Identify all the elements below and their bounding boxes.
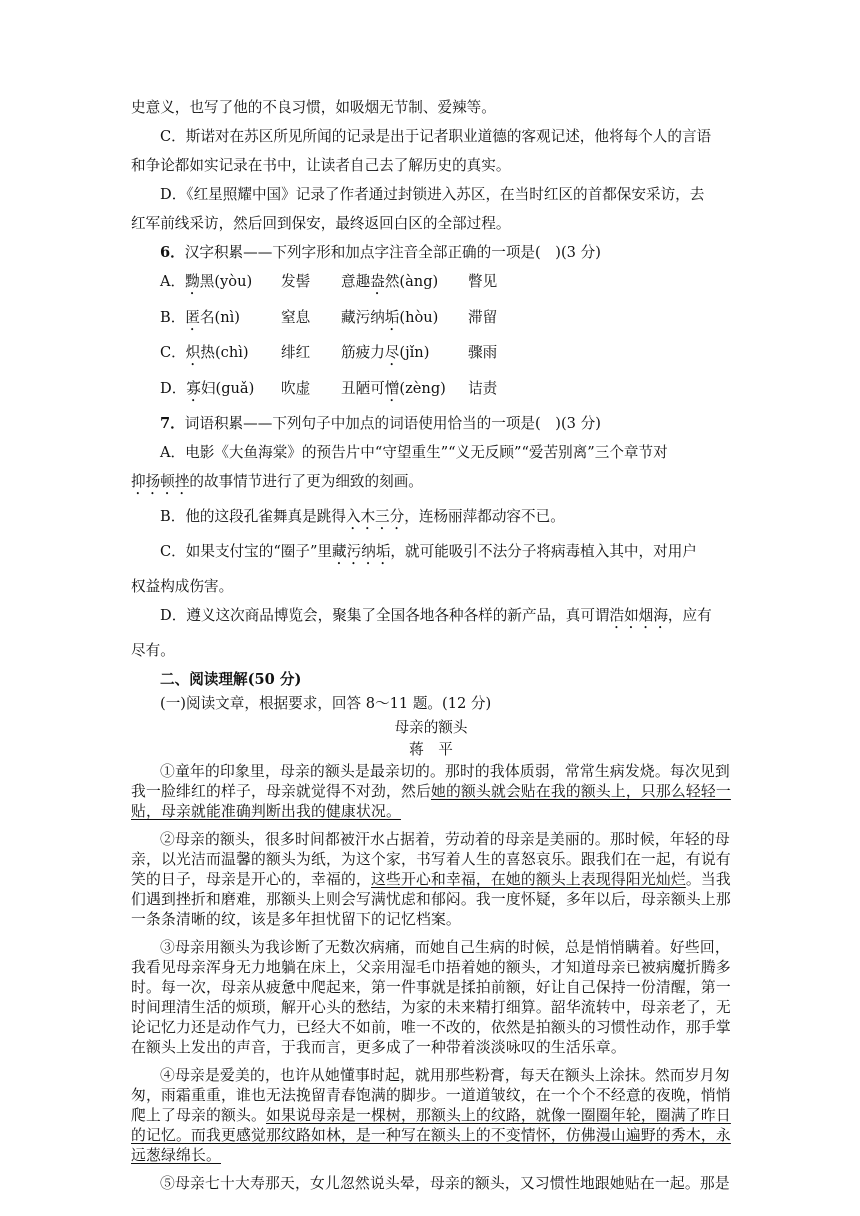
option-d-line1: D．《红星照耀中国》记录了作者通过封锁进入苏区，在当时红区的首都保安采访，去 <box>160 186 705 203</box>
essay-paragraph-1: ①童年的印象里，母亲的额头是最亲切的。那时的我体质弱，常常生病发烧。每次见到我一脸绯红的样子，母亲就觉得不对劲，然后她的额头就会贴在我的额头上，只那么轻轻一贴，母亲就能准确判断出我的健康状况。 <box>131 763 731 820</box>
q6-option-b: B．匿名(nì) 窒息 藏污纳垢(hòu) 滞留 <box>160 308 498 326</box>
question-7-stem <box>131 414 731 434</box>
q6-option-a: A．黝黑(yòu) 发髻 意趣盎然(àng) 瞥见 <box>160 273 498 290</box>
q7-option-a-line2: 抑扬顿挫的故事情节进行了更为细致的刻画。 <box>131 473 423 490</box>
question-text: 汉字积累——下列字形和加点字注音全部正确的一项是( )(3 分) <box>184 244 601 261</box>
text-line: 史意义，也写了他的不良习惯，如吸烟无节制、爱辣等。 <box>131 99 496 116</box>
document-page <box>131 98 731 1202</box>
essay-paragraph-4: ④母亲是爱美的，也许从她懂事时起，就用那些粉膏，每天在额头上涂抹。然而岁月匆匆，雨霜重重，谁也无法挽留青春饱满的脚步。一道道皱纹，在一个个不经意的夜晚，悄悄爬上了母亲的额头。如果说母亲是一棵树，那额头上的纹路，就像一圈圈年轮，圈满了昨日的记忆。而我更感觉那纹路如林，是一种写在额头上的不变情怀，仿佛漫山遍野的秀木，永远葱绿绵长。 <box>131 1067 731 1164</box>
section-heading: 二、阅读理解(50 分) <box>160 671 302 688</box>
q7-option-d-line1: D．遵义这次商品博览会，聚集了全国各地各种各样的新产品，真可谓浩如烟海，应有 <box>160 607 712 624</box>
section-intro: (一)阅读文章，根据要求，回答 8～11 题。(12 分) <box>160 695 492 712</box>
essay-paragraph-2: ②母亲的额头，很多时间都被汗水占据着，劳动着的母亲是美丽的。那时候，年轻的母亲，以光洁而温馨的额头为纸，为这个家，书写着人生的喜怒哀乐。跟我们在一起，有说有笑的日子，母亲是开心的，幸福的，这些开心和幸福，在她的额头上表现得阳光灿烂。当我们遇到挫折和磨难，那额头上则会写满忧虑和郁闷。我一度怀疑，多年以后，母亲额头上那一条条清晰的纹，该是多年担忧留下的记忆档案。 <box>131 831 731 928</box>
question-number: 7． <box>160 415 185 432</box>
question-number: 6． <box>160 244 185 261</box>
q7-option-a-line1: A．电影《大鱼海棠》的预告片中“守望重生”“义无反顾”“爱苦别离”三个章节对 <box>160 444 668 461</box>
q7-option-c-line1: C．如果支付宝的“圈子”里藏污纳垢，就可能吸引不法分子将病毒植入其中，对用户 <box>160 543 697 560</box>
option-c-line1: C．斯诺对在苏区所见所闻的记录是出于记者职业道德的客观记述，他将每个人的言语 <box>160 128 712 145</box>
essay-title: 母亲的额头 <box>394 719 468 736</box>
question-text: 词语积累——下列句子中加点的词语使用恰当的一项是( )(3 分) <box>184 415 601 432</box>
underlined-sentence: 这些开心和幸福，在她的额头上表现得阳光灿烂 <box>370 871 686 888</box>
option-c-line2: 和争论都如实记录在书中，让读者自己去了解历史的真实。 <box>131 157 511 174</box>
underlined-sentence: 如果说母亲是一棵树，那额头上的纹路，就像一圈圈年轮，圈满了昨日的记忆。而我更感觉那纹路如林，是一种写在额头上的不变情怀，仿佛漫山遍野的秀木，永远葱绿绵长。 <box>131 1107 731 1164</box>
q6-option-d: D．寡妇(guǎ) 吹虚 丑陋可憎(zèng) 诘责 <box>160 379 498 397</box>
question-6-stem <box>131 243 731 263</box>
q6-option-c: C．炽热(chì) 绯红 筋疲力尽(jǐn) 骤雨 <box>160 344 498 361</box>
essay-paragraph-5: ⑤母亲七十大寿那天，女儿忽然说头晕，母亲的额头，又习惯性地跟她贴在一起。那是 <box>160 1175 730 1192</box>
q7-option-d-line2: 尽有。 <box>131 642 175 659</box>
option-d-line2: 红军前线采访，然后回到保安，最终返回白区的全部过程。 <box>131 215 511 232</box>
q7-option-c-line2: 权益构成伤害。 <box>131 578 234 595</box>
q7-option-b: B．他的这段孔雀舞真是跳得入木三分，连杨丽萍都动容不已。 <box>160 508 565 525</box>
underlined-sentence: 她的额头就会贴在我的额头上，只那么轻轻一贴，母亲就能准确判断出我的健康状况。 <box>131 783 731 820</box>
essay-author: 蒋 平 <box>409 741 453 758</box>
essay-paragraph-3: ③母亲用额头为我诊断了无数次病痛，而她自己生病的时候，总是悄悄瞒着。好些回，我看见母亲浑身无力地躺在床上，父亲用湿毛巾捂着她的额头，才知道母亲已被病魔折腾多时。每一次，母亲从疲惫中爬起来，第一件事就是揉拍前额，好让自己保持一份清醒，第一时间理清生活的烦琐，解开心头的愁结，为家的未来精打细算。韶华流转中，母亲老了，无论记忆力还是动作气力，已经大不如前，唯一不改的，依然是拍额头的习惯性动作，那手掌在额头上发出的声音，于我而言，更多成了一种带着淡淡咏叹的生活乐章。 <box>131 939 731 1056</box>
